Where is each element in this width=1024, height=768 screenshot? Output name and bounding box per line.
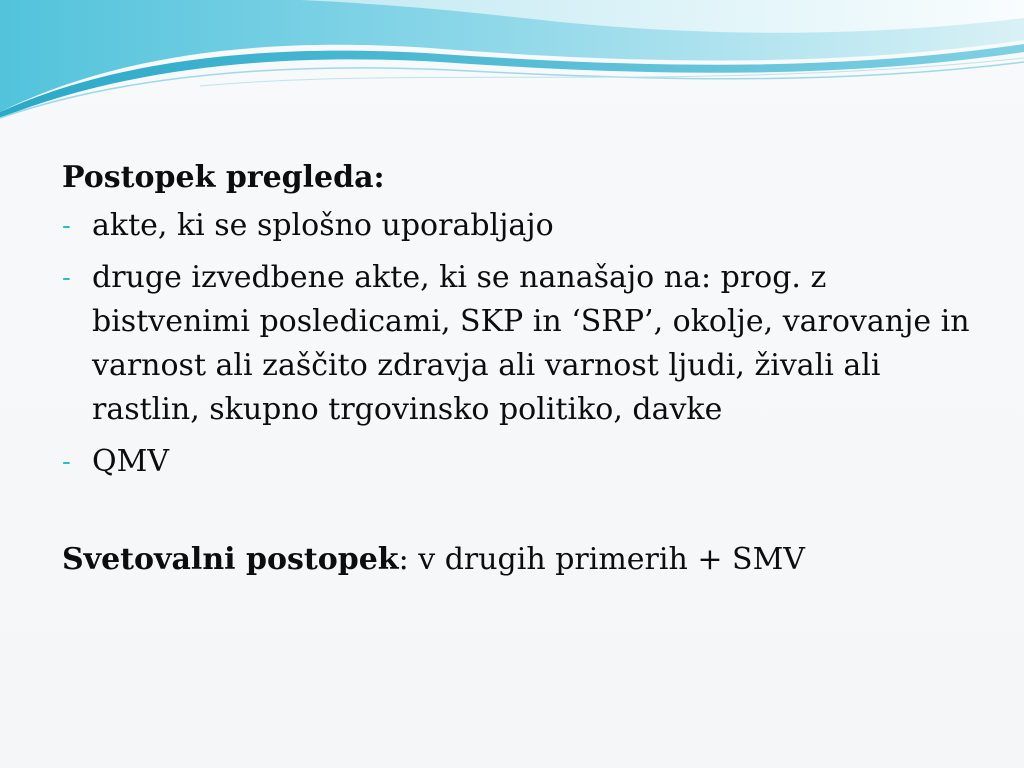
dash-bullet-icon: -	[62, 447, 71, 477]
dash-bullet-icon: -	[62, 211, 71, 241]
section-heading: Postopek pregleda:	[62, 160, 385, 195]
bullet-list	[62, 204, 972, 484]
list-item-text: QMV	[92, 444, 169, 479]
list-item	[62, 440, 972, 484]
list-item	[62, 256, 972, 432]
list-item-text: druge izvedbene akte, ki se nanašajo na: prog. z bistvenimi posledicami, SKP in ‘SRP’, okolje, varovanje in varnost ali zaščito zdravja ali varnost ljudi, živali ali rastlin, skupno trgovinsko politiko, davke	[92, 260, 970, 427]
list-item	[62, 204, 972, 248]
slide-content	[62, 156, 972, 582]
spacer	[62, 492, 972, 538]
advisory-procedure-label: Svetovalni postopek	[62, 542, 399, 577]
advisory-procedure-line	[62, 538, 972, 582]
advisory-procedure-text: : v drugih primerih + SMV	[398, 542, 805, 577]
list-item-text: akte, ki se splošno uporabljajo	[92, 208, 554, 243]
dash-bullet-icon: -	[62, 263, 71, 293]
header-wave-decoration	[0, 0, 1024, 130]
